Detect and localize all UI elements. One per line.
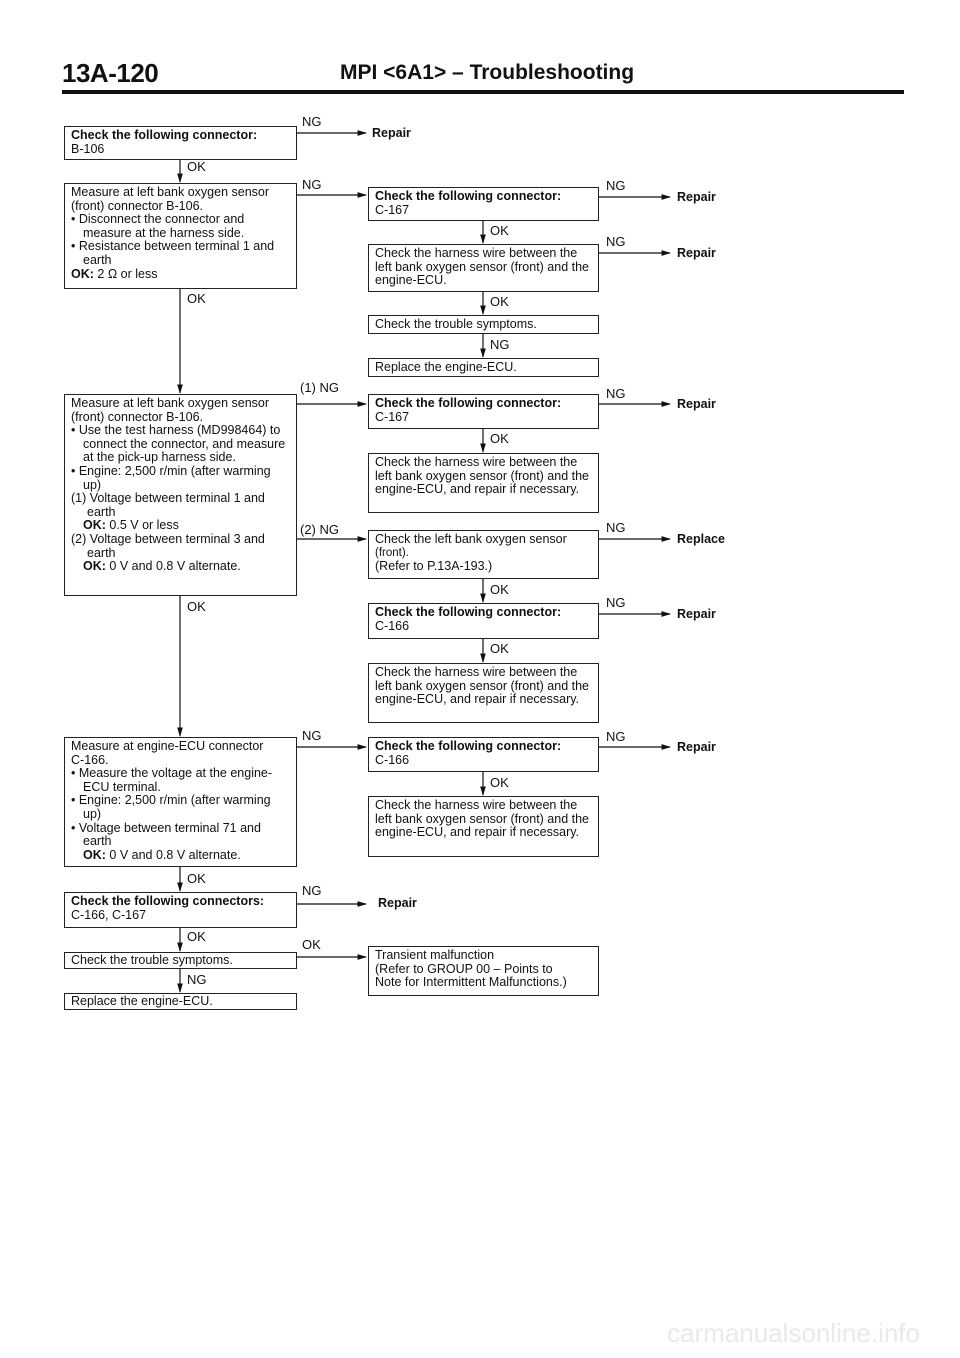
box-line: (front) connector B-106. — [71, 198, 204, 213]
box-line: (front) connector B-106. — [71, 409, 204, 424]
ok-value: 0 V and 0.8 V alternate. — [109, 559, 241, 574]
box-bullet: • Measure the voltage at the engine-ECU terminal. — [71, 766, 273, 794]
ng-label: NG — [606, 520, 626, 535]
page-title: MPI <6A1> – Troubleshooting — [340, 61, 635, 84]
box-text: C-167 — [375, 202, 410, 217]
ng-label: NG — [302, 883, 322, 898]
replace-engine-ecu-box — [64, 993, 297, 1010]
box-bullet: • Resistance between terminal 1 and earth — [71, 239, 275, 267]
check-connector-c166-box — [368, 737, 599, 772]
repair-result: Repair — [378, 896, 417, 910]
box-bullet: • Disconnect the connector and measure at the harness side. — [71, 212, 245, 240]
ok-label: OK — [490, 294, 509, 309]
box-title: Check the following connector: — [71, 128, 258, 142]
box-title: Check the following connectors: — [71, 894, 265, 908]
box-line: Transient malfunction — [375, 948, 495, 962]
check-connector-c167-box — [368, 394, 599, 429]
box-text: C-166, C-167 — [71, 907, 147, 922]
box-text: Check the harness wire between the left bank oxygen sensor (front) and the engine-ECU, and repair if necessary. — [375, 798, 590, 840]
box-text: C-166 — [375, 618, 410, 633]
ng-label: (1) NG — [300, 380, 339, 395]
ok-label: OK — [187, 599, 206, 614]
box-title: Check the following connector: — [375, 396, 562, 410]
box-bullet: • Use the test harness (MD998464) to connect the connector, and measure at the pick-up harness side. — [71, 423, 286, 465]
box-line: Measure at engine-ECU connector — [71, 739, 264, 753]
box-line: (Refer to P.13A-193.) — [375, 559, 493, 574]
repair-result: Repair — [677, 190, 716, 204]
box-line: Note for Intermittent Malfunctions.) — [375, 975, 567, 990]
box-text: B-106 — [71, 141, 105, 156]
box-text: Check the harness wire between the left bank oxygen sensor (front) and the engine-ECU. — [375, 246, 590, 288]
replace-engine-ecu-box — [368, 358, 599, 377]
box-text: Replace the engine-ECU. — [375, 360, 517, 374]
box-text: Check the trouble symptoms. — [375, 317, 537, 331]
ng-label: (2) NG — [300, 522, 339, 537]
measure-voltage-b106-box — [64, 394, 297, 596]
ok-value: 0.5 V or less — [109, 518, 179, 533]
check-connector-b106-box — [64, 126, 297, 160]
box-title: Check the following connector: — [375, 189, 562, 203]
box-text: Check the harness wire between the left bank oxygen sensor (front) and the engine-ECU, and repair if necessary. — [375, 665, 590, 707]
check-harness-wire-repair-box — [368, 796, 599, 857]
ok-label: OK — [490, 431, 509, 446]
check-oxygen-sensor-box — [368, 530, 599, 579]
box-title: Check the following connector: — [375, 739, 562, 753]
page-number: 13A-120 — [62, 58, 159, 88]
box-line: Measure at left bank oxygen sensor — [71, 396, 270, 410]
check-harness-wire-box — [368, 244, 599, 292]
box-line: (Refer to GROUP 00 – Points to — [375, 961, 553, 976]
check-trouble-symptoms-box — [64, 952, 297, 969]
check-trouble-symptoms-box — [368, 315, 599, 334]
box-text: Check the trouble symptoms. — [71, 953, 233, 967]
ng-label: NG — [606, 595, 626, 610]
ok-label: OK: — [83, 847, 106, 862]
check-connector-c167-box — [368, 187, 599, 221]
ok-label: OK — [490, 775, 509, 790]
measure-resistance-box — [64, 183, 297, 289]
ng-label: NG — [606, 729, 626, 744]
repair-result: Repair — [677, 607, 716, 621]
ng-label: NG — [302, 728, 322, 743]
ok-label: OK — [187, 929, 206, 944]
box-line: Check the left bank oxygen sensor — [375, 532, 567, 546]
ok-label: OK: — [71, 266, 94, 281]
check-connector-c166-box — [368, 603, 599, 639]
replace-result: Replace — [677, 532, 725, 546]
box-bullet: • Voltage between terminal 71 and earth — [71, 820, 261, 849]
ok-label: OK — [490, 641, 509, 656]
watermark: carmanualsonline.info — [667, 1318, 920, 1348]
repair-result: Repair — [677, 740, 716, 754]
box-line: Measure at left bank oxygen sensor — [71, 185, 270, 199]
ok-label: OK — [302, 937, 321, 952]
box-text: Replace the engine-ECU. — [71, 994, 213, 1008]
ok-label: OK — [490, 223, 509, 238]
check-harness-wire-repair-box — [368, 663, 599, 723]
box-bullet: • Engine: 2,500 r/min (after warming up) — [71, 793, 271, 821]
box-text: Check the harness wire between the left bank oxygen sensor (front) and the engine-ECU, and repair if necessary. — [375, 455, 590, 497]
transient-malfunction-box — [368, 946, 599, 996]
ok-label: OK — [187, 291, 206, 306]
check-connectors-c166-c167-box — [64, 892, 297, 928]
box-bullet: • Engine: 2,500 r/min (after warming up) — [71, 463, 271, 492]
box-line: (front). — [375, 546, 409, 559]
check-harness-wire-repair-box — [368, 453, 599, 513]
ng-label: NG — [302, 114, 322, 129]
ok-label: OK: — [83, 559, 106, 574]
ng-label: NG — [302, 177, 322, 192]
box-numbered: (1) Voltage between terminal 1 and earth — [71, 491, 265, 519]
ng-label: NG — [606, 234, 626, 249]
box-text: C-166 — [375, 752, 410, 767]
measure-ecu-c166-box — [64, 737, 297, 867]
box-line: C-166. — [71, 752, 109, 767]
repair-result: Repair — [677, 246, 716, 260]
ng-label: NG — [187, 972, 207, 987]
repair-result: Repair — [677, 397, 716, 411]
ok-label: OK — [187, 159, 206, 174]
box-title: Check the following connector: — [375, 605, 562, 619]
ng-label: NG — [606, 178, 626, 193]
ok-label: OK — [187, 871, 206, 886]
ok-label: OK: — [83, 518, 106, 533]
box-numbered: (2) Voltage between terminal 3 and earth — [71, 531, 265, 560]
ng-label: NG — [490, 337, 510, 352]
ok-value: 2 Ω or less — [97, 266, 158, 281]
ok-value: 0 V and 0.8 V alternate. — [109, 847, 241, 862]
repair-result: Repair — [372, 126, 411, 140]
box-text: C-167 — [375, 409, 410, 424]
ng-label: NG — [606, 386, 626, 401]
ok-label: OK — [490, 582, 509, 597]
